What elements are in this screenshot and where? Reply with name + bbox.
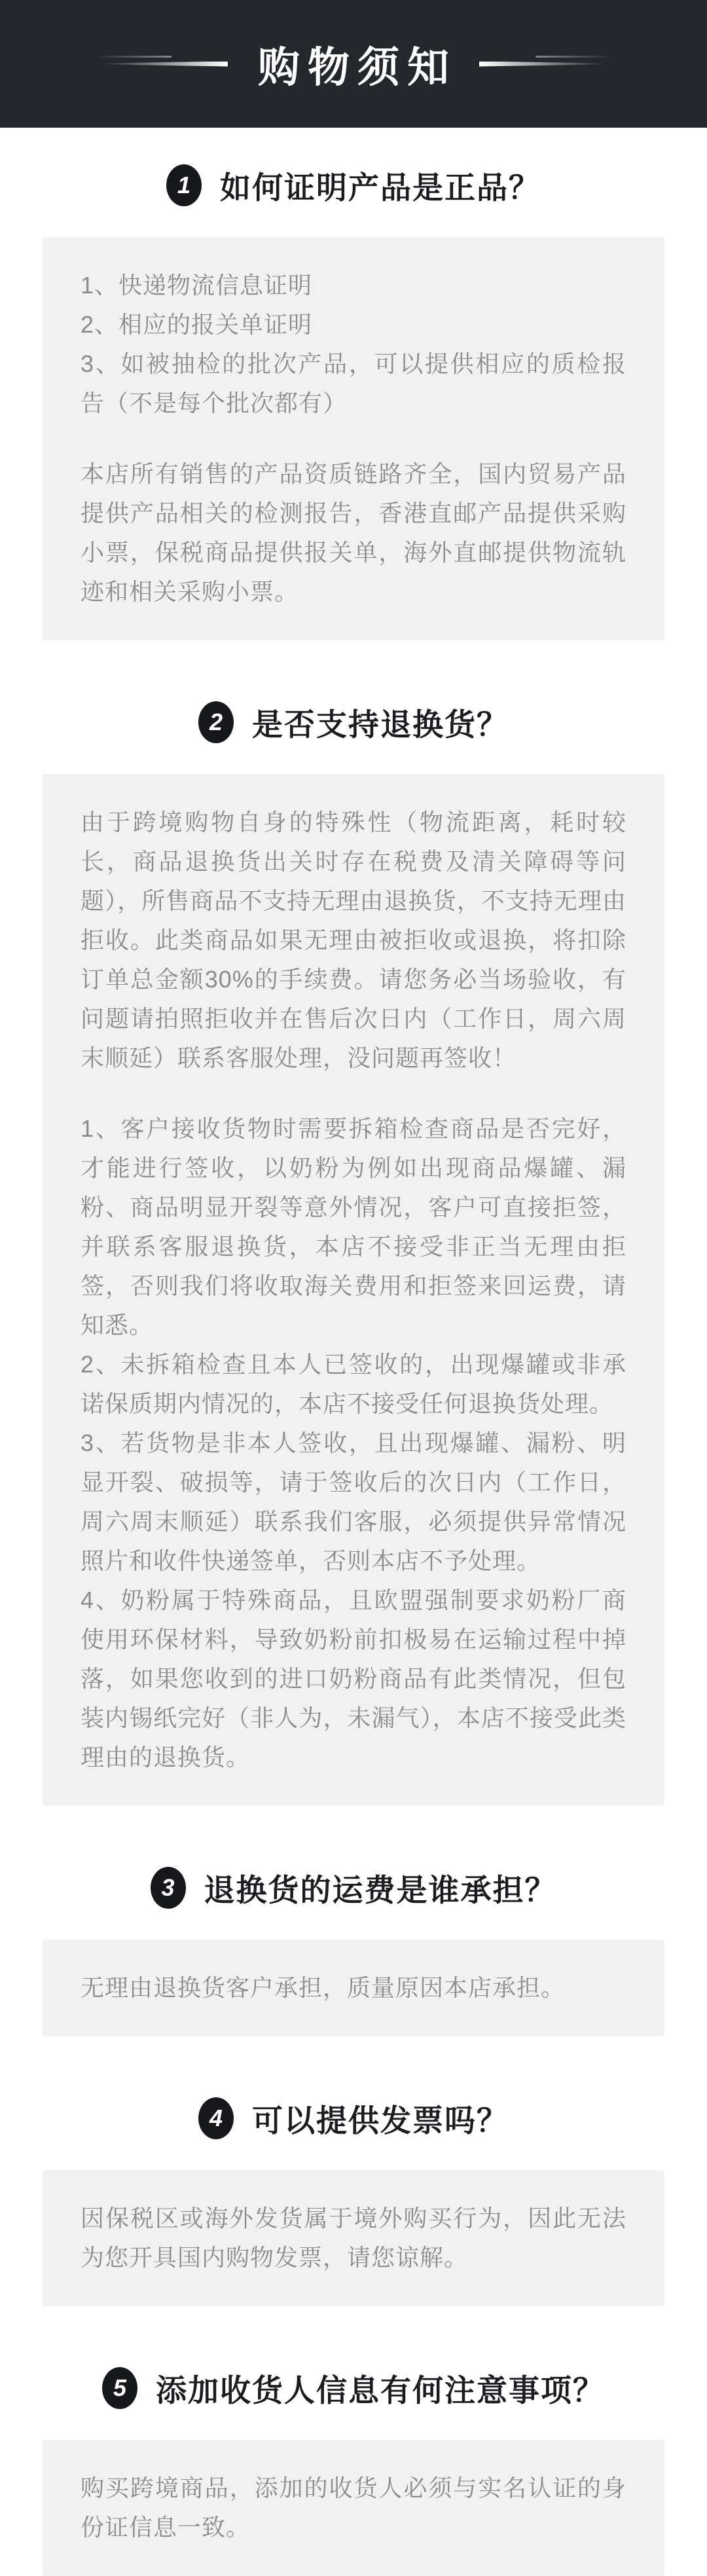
section-authenticity <box>0 164 707 640</box>
section-1-number-badge: 1 <box>166 164 202 206</box>
section-5-heading <box>0 2366 707 2410</box>
section-4-heading <box>0 2097 707 2140</box>
paragraph: 4、奶粉属于特殊商品，且欧盟强制要求奶粉厂商使用环保材料，导致奶粉前扣极易在运输过程中掉落，如果您收到的进口奶粉商品有此类情况，但包装内锡纸完好（非人为，未漏气），本店不接受此类理由的退换货。 <box>81 1587 626 1771</box>
paragraph: 2、未拆箱检查且本人已签收的，出现爆罐或非承诺保质期内情况的，本店不接受任何退换货处理。 <box>81 1351 626 1417</box>
paragraph: 1、客户接收货物时需要拆箱检查商品是否完好，才能进行签收，以奶粉为例如出现商品爆罐、漏粉、商品明显开裂等意外情况，客户可直接拒签，并联系客服退换货，本店不接受非正当无理由拒签，否则我们将收取海关费用和拒签来回运费，请知悉。 <box>81 1115 626 1338</box>
paragraph: 3、若货物是非本人签收，且出现爆罐、漏粉、明显开裂、破损等，请于签收后的次日内（工作日，周六周末顺延）联系我们客服，必须提供异常情况照片和收件快递签单，否则本店不予处理。 <box>81 1429 626 1574</box>
section-3-heading <box>0 1866 707 1909</box>
section-4-body <box>43 2170 664 2306</box>
section-3-number-badge: 3 <box>151 1867 186 1909</box>
section-1-body <box>43 237 664 640</box>
section-4-title: 可以提供发票吗？ <box>252 2103 509 2138</box>
paragraph: 2、相应的报关单证明 <box>81 311 313 338</box>
paragraph: 本店所有销售的产品资质链路齐全，国内贸易产品提供产品相关的检测报告，香港直邮产品提供采购小票，保税商品提供报关单，海外直邮提供物流轨迹和相关采购小票。 <box>81 460 626 605</box>
section-1-heading <box>0 164 707 207</box>
section-5-title: 添加收货人信息有何注意事项？ <box>156 2372 605 2408</box>
paragraph: 1、快递物流信息证明 <box>81 272 313 299</box>
section-2-title: 是否支持退换货？ <box>252 707 509 742</box>
paragraph: 由于跨境购物自身的特殊性（物流距离，耗时较长，商品退换货出关时存在税费及清关障碍等问题），所售商品不支持无理由退换货，不支持无理由拒收。此类商品如果无理由被拒收或退换，将扣除订单总金额30%的手续费。请您务必当场验收，有问题请拍照拒收并在售后次日内（工作日，周六周末顺延）联系客服处理，没问题再签收！ <box>81 809 626 1071</box>
paragraph: 3、如被抽检的批次产品，可以提供相应的质检报告（不是每个批次都有） <box>81 350 626 416</box>
section-return-shipping-fee <box>0 1866 707 2036</box>
section-1-title: 如何证明产品是正品？ <box>220 170 541 205</box>
section-3-title: 退换货的运费是谁承担？ <box>204 1872 557 1907</box>
section-2-heading <box>0 701 707 744</box>
section-invoice <box>0 2097 707 2306</box>
page-title: 购物须知 <box>258 43 457 91</box>
section-2-body <box>43 774 664 1806</box>
header-decor-line-right <box>479 61 617 67</box>
section-4-number-badge: 4 <box>198 2097 234 2139</box>
paragraph: 购买跨境商品，添加的收货人必须与实名认证的身份证信息一致。 <box>81 2475 626 2541</box>
section-returns-policy <box>0 701 707 1806</box>
section-5-number-badge: 5 <box>102 2367 137 2409</box>
header-decor-line-left <box>90 61 228 67</box>
section-consignee-info <box>0 2366 707 2576</box>
section-3-body <box>43 1940 664 2036</box>
section-2-number-badge: 2 <box>198 701 234 743</box>
paragraph: 无理由退换货客户承担，质量原因本店承担。 <box>81 1974 566 2001</box>
page-header <box>0 0 707 128</box>
section-5-body <box>43 2440 664 2576</box>
paragraph: 因保税区或海外发货属于境外购买行为，因此无法为您开具国内购物发票，请您谅解。 <box>81 2205 626 2271</box>
